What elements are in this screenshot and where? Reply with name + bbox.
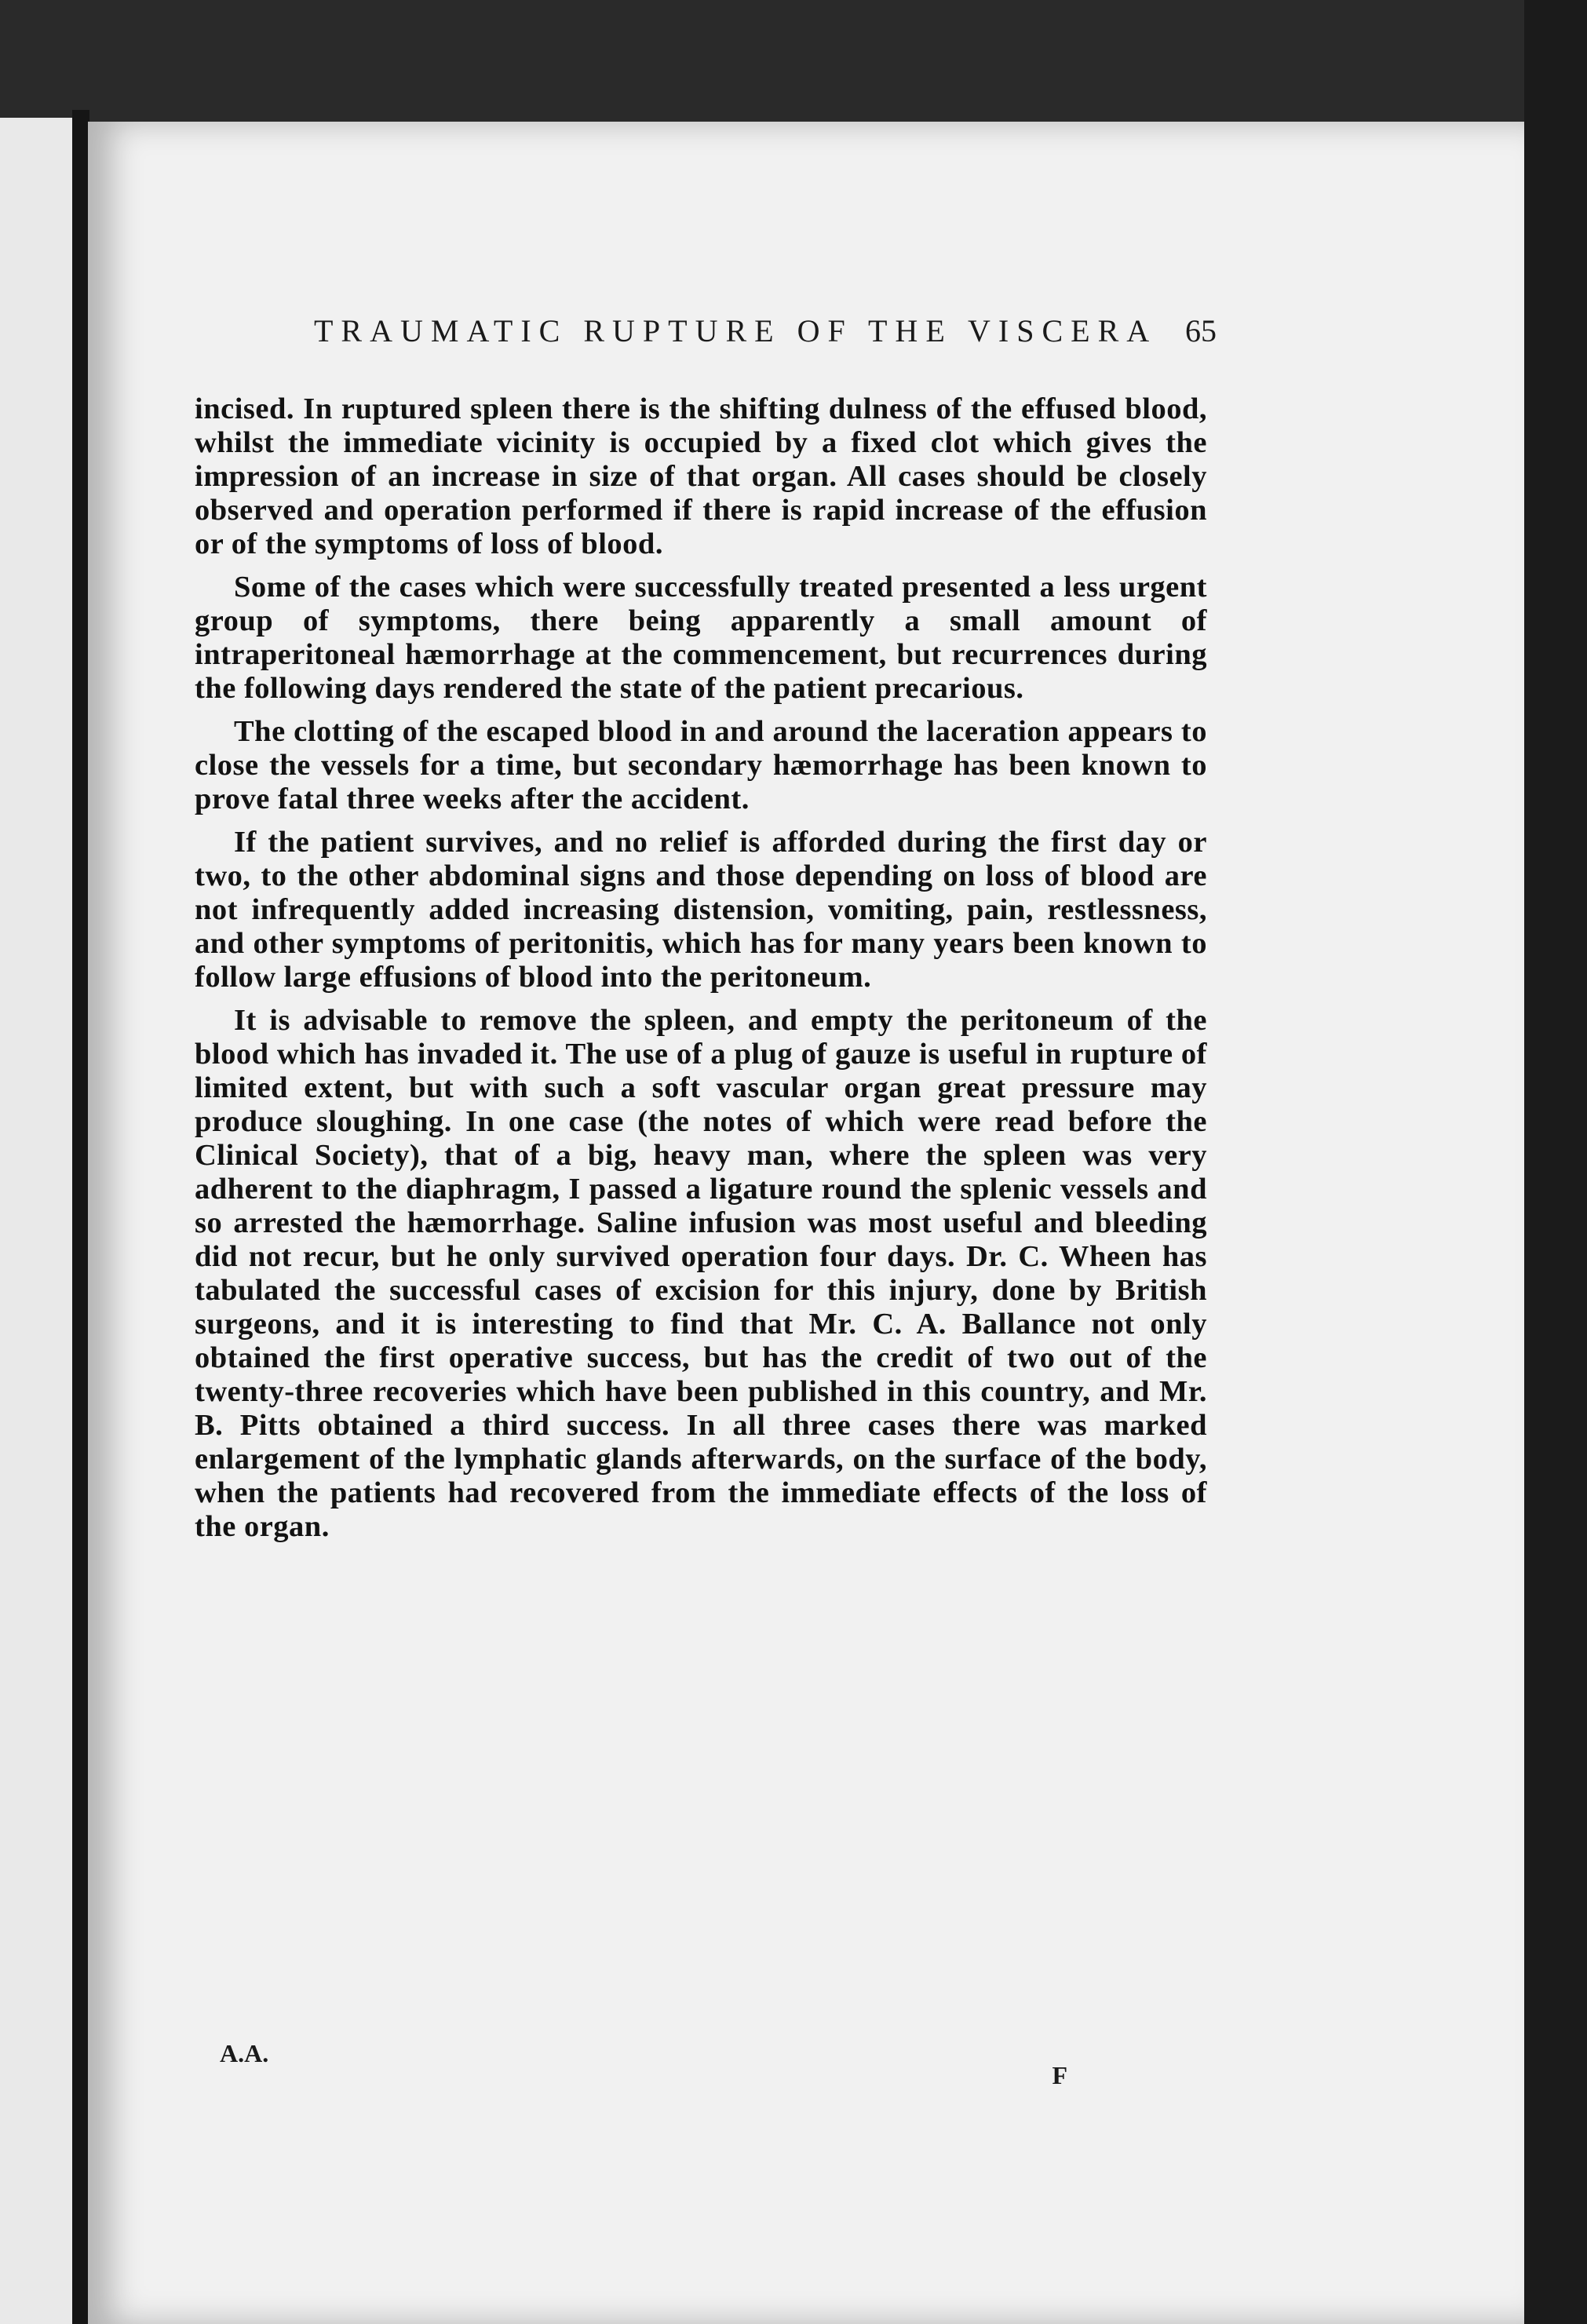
running-head-title: TRAUMATIC RUPTURE OF THE VISCERA xyxy=(314,313,1158,348)
running-head xyxy=(314,312,1217,359)
page-footer xyxy=(220,2039,1067,2089)
paragraph: It is advisable to remove the spleen, and empty the peritoneum of the blood which has invaded it. The use of a plug of gauze is useful in rupture of limited extent, but with such a soft vascular organ great pressure may produce sloughing. In one case (the notes of which were read before the Clinical Society), that of a big, heavy man, where the spleen was very adherent to the diaphragm, I passed a ligature round the splenic vessels and so arrested the hæmorrhage. Saline infusion was most useful and bleeding did not recur, but he only survived operation four days. Dr. C. Wheen has tabulated the successful cases of excision for this injury, done by British surgeons, and it is interesting to find that Mr. C. A. Ballance not only obtained the first operative success, but has the credit of two out of the twenty-three recoveries which have been published in this country, and Mr. B. Pitts obtained a third success. In all three cases there was marked enlargement of the lymphatic glands afterwards, on the surface of the body, when the patients had recovered from the immediate effects of the loss of the organ. xyxy=(195,1004,1207,1543)
paragraph: incised. In ruptured spleen there is the shifting dulness of the effused blood, whilst the immediate vicinity is occupied by a fixed clot which gives the impression of an increase in size of that organ. All cases should be closely observed and operation performed if there is rapid increase of the effusion or of the symptoms of loss of blood. xyxy=(195,392,1207,560)
paragraph: The clotting of the escaped blood in and around the laceration appears to close the vessels for a time, but secondary hæmorrhage has been known to prove fatal three weeks after the accident. xyxy=(195,715,1207,815)
facing-page-edge xyxy=(0,118,72,2324)
paragraph: If the patient survives, and no relief is afforded during the first day or two, to the other abdominal signs and those depending on loss of blood are not infrequently added increasing distension, vomiting, pain, restlessness, and other symptoms of peritonitis, which has for many years been known to follow large effusions of blood into the peritoneum. xyxy=(195,826,1207,994)
book-gutter xyxy=(72,110,89,2324)
paragraph: Some of the cases which were successfully treated presented a less urgent group of symptoms, there being apparently a small amount of intraperitoneal hæmorrhage at the commencement, but recurrences during the following days rendered the state of the patient precarious. xyxy=(195,571,1207,705)
signature-mark: F xyxy=(1052,2061,1067,2089)
footer-initials: A.A. xyxy=(220,2039,269,2067)
scanner-background xyxy=(1524,0,1587,2324)
page-number: 65 xyxy=(1185,313,1217,348)
body-text xyxy=(195,392,1207,1553)
